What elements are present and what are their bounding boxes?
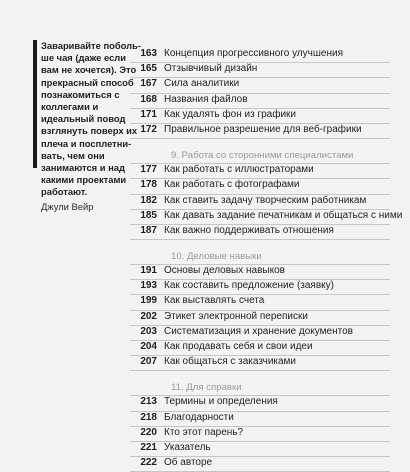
toc-entry-title: Как давать задание печатникам и общаться с ними [164,209,403,221]
toc-page-number: 187 [140,224,157,236]
toc-page-number: 168 [140,93,157,105]
toc-entry-title: Как удалять фон из графики [164,108,297,120]
toc-entry-title: Отзывчивый дизайн [164,63,258,75]
quote-line: вать, чем они [41,149,105,161]
toc-entry[interactable] [130,265,390,280]
toc-entry[interactable] [130,442,390,457]
toc-page-number: 163 [140,48,157,59]
toc-section-heading[interactable]: 10. Деловые навыки [130,248,390,265]
toc-entry-title: Термины и определения [164,396,278,408]
toc-entry[interactable] [130,94,390,109]
toc-entry[interactable] [130,209,403,225]
toc-entry-title: Как выставлять счета [164,295,265,307]
toc-entry[interactable] [130,341,390,356]
toc-page-number: 182 [140,194,157,206]
toc-entry[interactable] [130,280,390,295]
toc-entry-title: Концепция прогрессивного улучшения [164,48,343,59]
toc-entry-title: Об авторе [164,457,213,469]
toc-entry-title: Как работать с фотографами [164,179,300,191]
toc-page-number: 218 [140,411,157,423]
toc-entry[interactable] [130,78,390,93]
toc-entry[interactable] [130,295,390,310]
toc-entry-title: Указатель [164,441,211,453]
toc-entry[interactable] [130,427,390,442]
toc-page-number: 199 [140,295,157,307]
toc-page-number: 221 [140,441,157,453]
quote-author: Джули Вейр [41,200,94,212]
toc-entry[interactable] [130,63,390,78]
quote-line: прекрасный способ [41,76,134,88]
toc-section-heading[interactable]: 11. Для справки [130,379,390,396]
toc-page-number: 220 [140,426,157,438]
toc-entry-title: Как работать с иллюстраторами [164,164,314,176]
toc-page-number: 204 [140,341,157,352]
toc-entry[interactable] [130,179,390,194]
toc-entry-title: Как продавать себя и свои идеи [164,341,313,352]
toc-entry[interactable] [130,396,390,411]
toc-entry-title: Кто этот парень? [164,426,244,438]
toc-page-number: 177 [140,164,157,176]
toc-entry-title: Этикет электронной переписки [164,310,308,322]
quote-accent-bar [33,40,37,168]
quote-line: ше чая (даже если [41,52,127,64]
toc-page-number: 172 [140,123,157,135]
table-of-contents [130,48,403,472]
toc-entry[interactable] [130,311,390,326]
toc-entry-title: Систематизация и хранение документов [164,325,353,337]
toc-entry[interactable] [130,195,390,210]
toc-page-number: 191 [140,265,157,277]
quote-text [41,40,141,199]
toc-entry-title: Как ставить задачу творческим работникам [164,194,367,206]
toc-entry-title: Сила аналитики [164,78,240,90]
toc-entry[interactable] [130,356,390,371]
toc-page-number: 202 [140,310,157,322]
toc-page-number: 222 [140,457,157,469]
quote-line: работают. [41,186,88,198]
toc-page-number: 207 [140,356,157,368]
toc-entry-title: Названия файлов [164,93,248,105]
toc-section-heading[interactable]: 9. Работа со сторонними специалистами [130,147,390,164]
toc-page-number: 203 [140,325,157,337]
toc-entry-title: Как общаться с заказчиками [164,356,297,368]
quote-line: вам не хочется). Это [41,64,137,76]
toc-entry[interactable] [130,48,390,63]
quote-line: взглянуть поверх их [41,125,138,137]
toc-page-number: 185 [140,209,157,221]
sidebar-quote [33,40,141,213]
toc-page-number: 213 [140,396,157,408]
toc-entry[interactable] [130,225,390,240]
toc-page-number: 171 [140,108,157,120]
quote-line: познакомиться с [41,88,120,100]
toc-entry[interactable] [130,412,390,427]
quote-line: занимаются и над [41,162,125,174]
toc-page-number: 193 [140,280,157,292]
toc-page-number: 178 [140,179,157,191]
toc-entry-title: Как составить предложение (заявку) [164,280,334,292]
quote-line: коллегами и [41,101,99,113]
quote-line: какими проектами [41,174,127,186]
quote-line: Заваривайте поболь- [41,40,141,51]
toc-entry[interactable] [130,124,390,139]
toc-entry-title: Благодарности [164,411,234,423]
toc-entry-title: Правильное разрешение для веб-графики [164,123,362,135]
toc-entry[interactable] [130,109,390,124]
quote-line: идеальный повод [41,113,126,125]
toc-entry[interactable] [130,326,390,341]
toc-page-number: 167 [140,78,157,90]
toc-entry-title: Основы деловых навыков [164,265,285,277]
toc-entry-title: Как важно поддерживать отношения [164,224,334,236]
quote-line: плеча и посплетни- [41,137,132,149]
toc-page-number: 165 [140,63,157,75]
toc-entry[interactable] [130,457,390,472]
toc-entry[interactable] [130,164,390,179]
